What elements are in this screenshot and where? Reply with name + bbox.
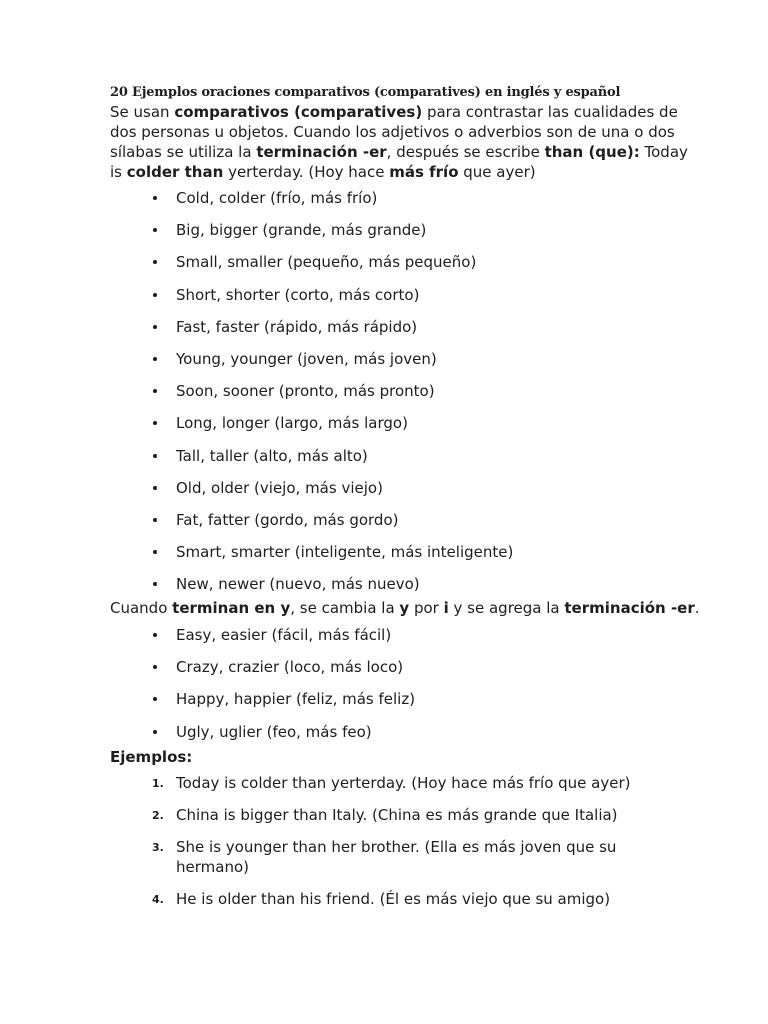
document-title: 20 Ejemplos oraciones comparativos (comparatives) en inglés y español	[110, 85, 621, 100]
list-item: Short, shorter (corto, más corto)	[110, 285, 513, 317]
bold-term: i	[443, 599, 449, 617]
examples-heading: Ejemplos:	[110, 748, 193, 766]
list-item: Tall, taller (alto, más alto)	[110, 446, 513, 478]
text-run: , después se escribe	[386, 143, 545, 161]
list-item: Cold, colder (frío, más frío)	[110, 188, 513, 220]
example-item	[110, 889, 631, 921]
example-item	[110, 837, 631, 889]
list-item: Old, older (viejo, más viejo)	[110, 478, 513, 510]
list-item: Happy, happier (feliz, más feliz)	[110, 689, 415, 721]
text-run: por	[409, 599, 444, 617]
item-number: 3.	[152, 841, 164, 855]
intro-line-4	[110, 162, 688, 182]
example-text-continued: hermano)	[176, 858, 249, 877]
text-run: Cuando	[110, 599, 173, 617]
text-run: yerterday. (Hoy hace	[223, 163, 390, 181]
text-run: que ayer)	[458, 163, 536, 181]
item-number: 4.	[152, 893, 164, 907]
intro-paragraph	[110, 102, 688, 182]
intro-line-2: dos personas u objetos. Cuando los adjetivos o adverbios son de una o dos	[110, 123, 675, 141]
text-run: is	[110, 163, 127, 181]
list-item: Fat, fatter (gordo, más gordo)	[110, 510, 513, 542]
y-ending-list	[110, 625, 415, 754]
example-text: He is older than his friend. (Él es más viejo que su amigo)	[176, 890, 611, 909]
list-item: Easy, easier (fácil, más fácil)	[110, 625, 415, 657]
example-item	[110, 805, 631, 837]
comparatives-list	[110, 188, 513, 606]
list-item: Fast, faster (rápido, más rápido)	[110, 317, 513, 349]
list-item: New, newer (nuevo, más nuevo)	[110, 574, 513, 606]
example-item	[110, 773, 631, 805]
list-item: Soon, sooner (pronto, más pronto)	[110, 381, 513, 413]
text-run: , se cambia la	[290, 599, 400, 617]
list-item: Long, longer (largo, más largo)	[110, 413, 513, 445]
text-run: Today	[639, 143, 688, 161]
text-run: sílabas se utiliza la	[110, 143, 257, 161]
bold-term: comparativos (comparatives)	[174, 103, 423, 121]
list-item: Crazy, crazier (loco, más loco)	[110, 657, 415, 689]
bold-term: terminación -er	[256, 143, 387, 161]
text-run: para contrastar las cualidades de	[422, 103, 678, 121]
y-ending-rule	[110, 598, 700, 618]
list-item: Smart, smarter (inteligente, más inteligente)	[110, 542, 513, 574]
intro-line-3	[110, 142, 688, 162]
item-number: 2.	[152, 809, 164, 823]
text-run: Se usan	[110, 103, 175, 121]
list-item: Young, younger (joven, más joven)	[110, 349, 513, 381]
example-text: China is bigger than Italy. (China es más grande que Italia)	[176, 806, 618, 825]
text-run: .	[694, 599, 700, 617]
bold-term: colder than	[126, 163, 224, 181]
bold-term: terminación -er	[564, 599, 695, 617]
bold-term: than (que):	[544, 143, 640, 161]
bold-term: terminan en y	[172, 599, 291, 617]
bold-term: más frío	[389, 163, 459, 181]
text-run: y se agrega la	[448, 599, 565, 617]
examples-list	[110, 773, 631, 922]
list-item: Big, bigger (grande, más grande)	[110, 220, 513, 252]
item-number: 1.	[152, 777, 164, 790]
example-text: She is younger than her brother. (Ella es más joven que su	[176, 838, 617, 857]
bold-term: y	[399, 599, 410, 617]
list-item: Small, smaller (pequeño, más pequeño)	[110, 252, 513, 284]
example-text: Today is colder than yerterday. (Hoy hace más frío que ayer)	[176, 774, 631, 792]
list-item: Ugly, uglier (feo, más feo)	[110, 722, 415, 754]
intro-line-1	[110, 102, 688, 122]
